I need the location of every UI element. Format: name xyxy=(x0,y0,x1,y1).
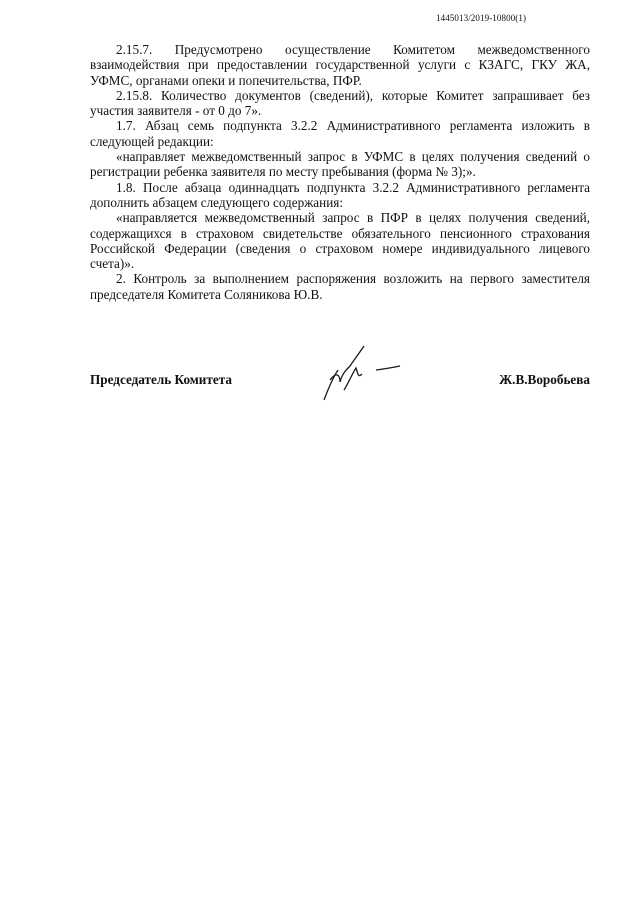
paragraph-2-control: 2. Контроль за выполнением распоряжения возложить на первого заместителя председателя Комитета Соляникова Ю.В. xyxy=(90,271,590,302)
signatory-name: Ж.В.Воробьева xyxy=(499,372,590,387)
paragraph-2-15-7: 2.15.7. Предусмотрено осуществление Комитетом межведомственного взаимодействия при предоставлении государственной услуги с КЗАГС, ГКУ ЖА, УФМС, органами опеки и попечительства, ПФР. xyxy=(90,42,590,88)
handwritten-signature xyxy=(320,344,420,404)
signatory-title: Председатель Комитета xyxy=(90,372,232,387)
document-body xyxy=(90,42,590,302)
document-number: 1445013/2019-10800(1) xyxy=(436,13,527,23)
paragraph-1-7-quote: «направляет межведомственный запрос в УФМС в целях получения сведений о регистрации ребенка заявителя по месту пребывания (форма № 3);». xyxy=(90,149,590,180)
paragraph-2-15-8: 2.15.8. Количество документов (сведений), которые Комитет запрашивает без участия заявителя - от 0 до 7». xyxy=(90,87,590,119)
paragraph-1-8: 1.8. После абзаца одиннадцать подпункта 3.2.2 Административного регламента дополнить абзацем следующего содержания: xyxy=(90,179,590,210)
paragraph-1-7: 1.7. Абзац семь подпункта 3.2.2 Административного регламента изложить в следующей редакции: xyxy=(90,118,590,149)
signature-block xyxy=(90,352,590,412)
paragraph-1-8-quote: «направляется межведомственный запрос в ПФР в целях получения сведений, содержащихся в страховом свидетельстве обязательного пенсионного страхования Российской Федерации (сведения о страховом номере индивидуального лицевого счета)». xyxy=(90,210,590,272)
